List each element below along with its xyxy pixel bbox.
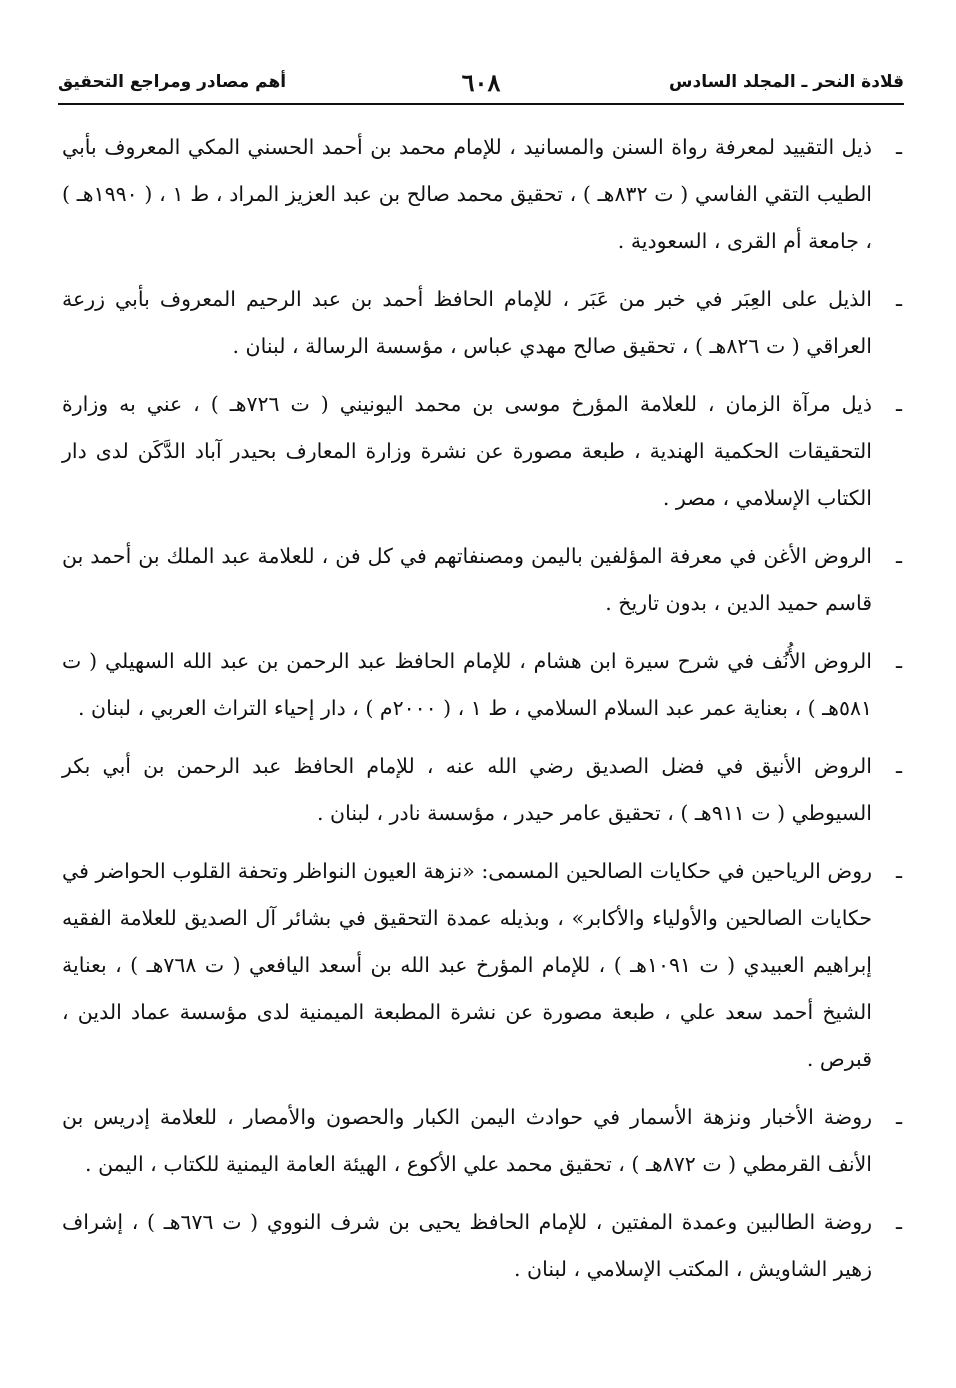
entry-text: روض الرياحين في حكايات الصالحين المسمى: «نزهة العيون النواظر وتحفة القلوب الحواضر في حكايات الصالحين والأولياء والأكابر» ، وبذيله عمدة التحقيق في بشائر آل الصديق للعلامة الفقيه إبراهيم العبيدي ( ت ١٠٩١هـ ) ، للإمام المؤرخ عبد الله بن أسعد اليافعي ( ت ٧٦٨هـ ) ، بعناية الشيخ أحمد سعد علي ، طبعة مصورة عن نشرة المطبعة الميمنية لدى مؤسسة عماد الدين ، قبرص .: [62, 859, 872, 1071]
page-number: ٦٠٨: [461, 68, 501, 97]
entry-dash: ـ: [895, 1210, 902, 1234]
entry-text: ذيل التقييد لمعرفة رواة السنن والمسانيد ، للإمام محمد بن أحمد الحسني المكي المعروف بأبي الطيب التقي الفاسي ( ت ٨٣٢هـ ) ، تحقيق محمد صالح بن عبد العزيز المراد ، ط ١ ، ( ١٩٩٠هـ ) ، جامعة أم القرى ، السعودية .: [62, 135, 873, 253]
bibliography-entry: [62, 124, 902, 265]
entry-dash: ـ: [895, 544, 902, 568]
bibliography-entry: [62, 381, 902, 522]
bibliography-entry: [62, 743, 902, 837]
entry-text: الروض الأغن في معرفة المؤلفين باليمن ومصنفاتهم في كل فن ، للعلامة عبد الملك بن أحمد بن قاسم حميد الدين ، بدون تاريخ .: [62, 544, 872, 615]
running-title-volume: قلادة النحر ـ المجلد السادس: [669, 72, 904, 92]
entry-dash: ـ: [895, 649, 902, 673]
running-title-section: أهم مصادر ومراجع التحقيق: [58, 72, 287, 92]
page-header: [58, 68, 904, 98]
bibliography-entry: [62, 848, 902, 1083]
entry-text: روضة الأخبار ونزهة الأسمار في حوادث اليمن الكبار والحصون والأمصار ، للعلامة إدريس بن الأنف القرمطي ( ت ٨٧٢هـ ) ، تحقيق محمد علي الأكوع ، الهيئة العامة اليمنية للكتاب ، اليمن .: [62, 1105, 872, 1176]
entry-dash: ـ: [895, 1105, 902, 1129]
entry-text: الذيل على العِبَر في خبر من عَبَر ، للإمام الحافظ أحمد بن عبد الرحيم المعروف بأبي زرعة العراقي ( ت ٨٢٦هـ ) ، تحقيق صالح مهدي عباس ، مؤسسة الرسالة ، لبنان .: [62, 287, 872, 358]
entry-text: الروض الأُنُف في شرح سيرة ابن هشام ، للإمام الحافظ عبد الرحمن بن عبد الله السهيلي ( ت ٥٨١هـ ) ، بعناية عمر عبد السلام السلامي ، ط ١ ، ( ٢٠٠٠م ) ، دار إحياء التراث العربي ، لبنان .: [62, 649, 872, 720]
header-divider: [58, 103, 904, 105]
entry-text: الروض الأنيق في فضل الصديق رضي الله عنه ، للإمام الحافظ عبد الرحمن بن أبي بكر السيوطي ( ت ٩١١هـ ) ، تحقيق عامر حيدر ، مؤسسة نادر ، لبنان .: [62, 754, 872, 825]
entry-dash: ـ: [895, 754, 902, 778]
entry-dash: ـ: [895, 392, 902, 416]
entry-dash: ـ: [895, 859, 902, 883]
bibliography-entry: [62, 1199, 902, 1293]
bibliography-entry: [62, 638, 902, 732]
bibliography-list: [62, 124, 902, 1304]
bibliography-entry: [62, 533, 902, 627]
bibliography-entry: [62, 276, 902, 370]
entry-dash: ـ: [895, 287, 902, 311]
entry-text: روضة الطالبين وعمدة المفتين ، للإمام الحافظ يحيى بن شرف النووي ( ت ٦٧٦هـ ) ، إشراف زهير الشاويش ، المكتب الإسلامي ، لبنان .: [62, 1210, 872, 1281]
bibliography-entry: [62, 1094, 902, 1188]
entry-dash: ـ: [895, 135, 902, 159]
entry-text: ذيل مرآة الزمان ، للعلامة المؤرخ موسى بن محمد اليونيني ( ت ٧٢٦هـ ) ، عني به وزارة التحقيقات الحكمية الهندية ، طبعة مصورة عن نشرة وزارة المعارف بحيدر آباد الدَّكَن لدى دار الكتاب الإسلامي ، مصر .: [62, 392, 872, 510]
